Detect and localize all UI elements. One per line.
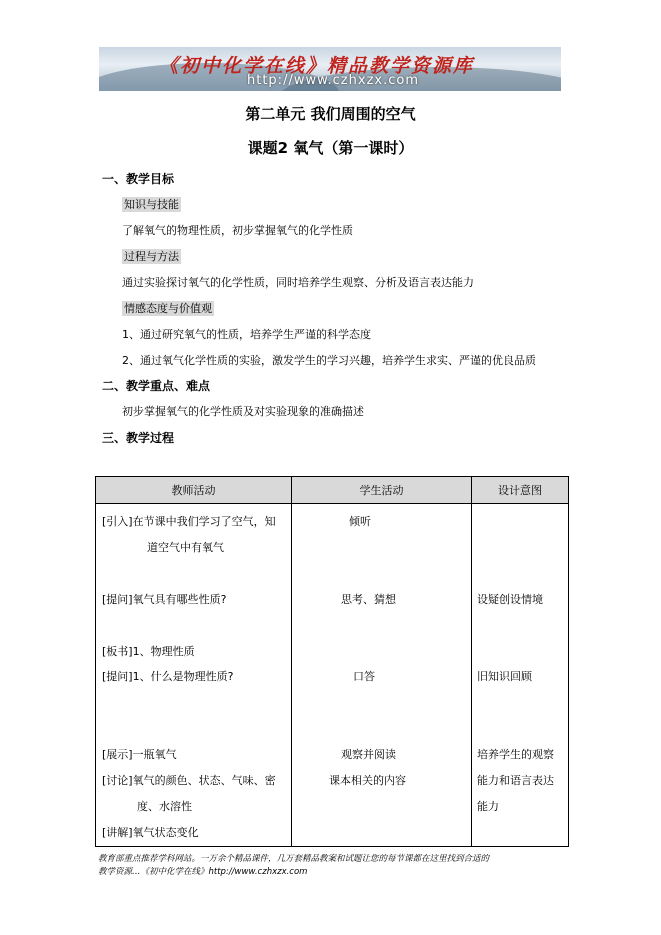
teacher-intro-2: 道空气中有氧气 bbox=[147, 541, 224, 554]
teacher-question-1: [提问]氧气具有哪些性质? bbox=[102, 593, 227, 606]
intent-ability-2: 能力和语言表达 bbox=[477, 774, 554, 787]
banner-title: 《初中化学在线》精品教学资源库 bbox=[159, 55, 475, 77]
student-read: 课本相关的内容 bbox=[329, 774, 406, 787]
teacher-discuss-2: 度、水溶性 bbox=[137, 800, 192, 813]
header-student: 学生活动 bbox=[292, 477, 472, 504]
intent-ability-1: 培养学生的观察 bbox=[477, 748, 554, 761]
footer-line-2[interactable]: 教学资源…《初中化学在线》http://www.czhxzx.com bbox=[98, 867, 308, 877]
process-text: 通过实验探讨氧气的化学性质，同时培养学生观察、分析及语言表达能力 bbox=[122, 276, 474, 289]
teacher-board-1: [板书]1、物理性质 bbox=[102, 645, 195, 658]
lesson-title: 课题2 氧气（第一课时） bbox=[247, 139, 414, 157]
process-heading: 三、教学过程 bbox=[102, 431, 175, 445]
knowledge-text: 了解氧气的物理性质，初步掌握氧气的化学性质 bbox=[122, 224, 353, 237]
attitude-label: 情感态度与价值观 bbox=[124, 302, 212, 315]
intent-review: 旧知识回顾 bbox=[477, 670, 532, 683]
goals-heading: 一、教学目标 bbox=[102, 172, 175, 186]
student-listen: 倾听 bbox=[349, 515, 371, 528]
process-label: 过程与方法 bbox=[124, 250, 179, 263]
student-column bbox=[292, 504, 472, 847]
header-intent: 设计意图 bbox=[472, 477, 569, 504]
key-points-heading: 二、教学重点、难点 bbox=[102, 379, 211, 393]
header-teacher: 教师活动 bbox=[96, 477, 292, 504]
teacher-show: [展示]一瓶氧气 bbox=[102, 748, 177, 761]
attitude-item-1: 1、通过研究氧气的性质，培养学生严谨的科学态度 bbox=[122, 328, 371, 341]
knowledge-label: 知识与技能 bbox=[124, 198, 179, 211]
banner-url[interactable]: http://www.czhxzx.com bbox=[247, 73, 419, 88]
student-answer: 口答 bbox=[353, 670, 375, 683]
teacher-explain: [讲解]氧气状态变化 bbox=[102, 826, 199, 839]
teacher-column bbox=[96, 504, 292, 847]
header-banner bbox=[99, 47, 561, 91]
key-points-text: 初步掌握氧气的化学性质及对实验现象的准确描述 bbox=[122, 405, 364, 418]
teacher-question-2: [提问]1、什么是物理性质? bbox=[102, 670, 234, 683]
footer-line-1: 教育部重点推荐学科网站。一万余个精品课件，几万套精品教案和试题让您的每节课都在这里找到合适的 bbox=[98, 854, 490, 864]
attitude-item-2: 2、通过氧气化学性质的实验，激发学生的学习兴趣，培养学生求实、严谨的优良品质 bbox=[122, 354, 536, 367]
student-observe: 观察并阅读 bbox=[341, 748, 396, 761]
teacher-discuss-1: [讨论]氧气的颜色、状态、气味、密 bbox=[102, 774, 276, 787]
footer bbox=[98, 853, 489, 879]
intent-ability-3: 能力 bbox=[477, 800, 499, 813]
intent-scenario: 设疑创设情境 bbox=[477, 593, 543, 606]
intent-column bbox=[472, 504, 569, 847]
teaching-process-table bbox=[95, 476, 569, 847]
student-think: 思考、猜想 bbox=[341, 593, 396, 606]
teacher-intro-1: [引入]在节课中我们学习了空气，知 bbox=[102, 515, 276, 528]
unit-title: 第二单元 我们周围的空气 bbox=[245, 105, 416, 123]
